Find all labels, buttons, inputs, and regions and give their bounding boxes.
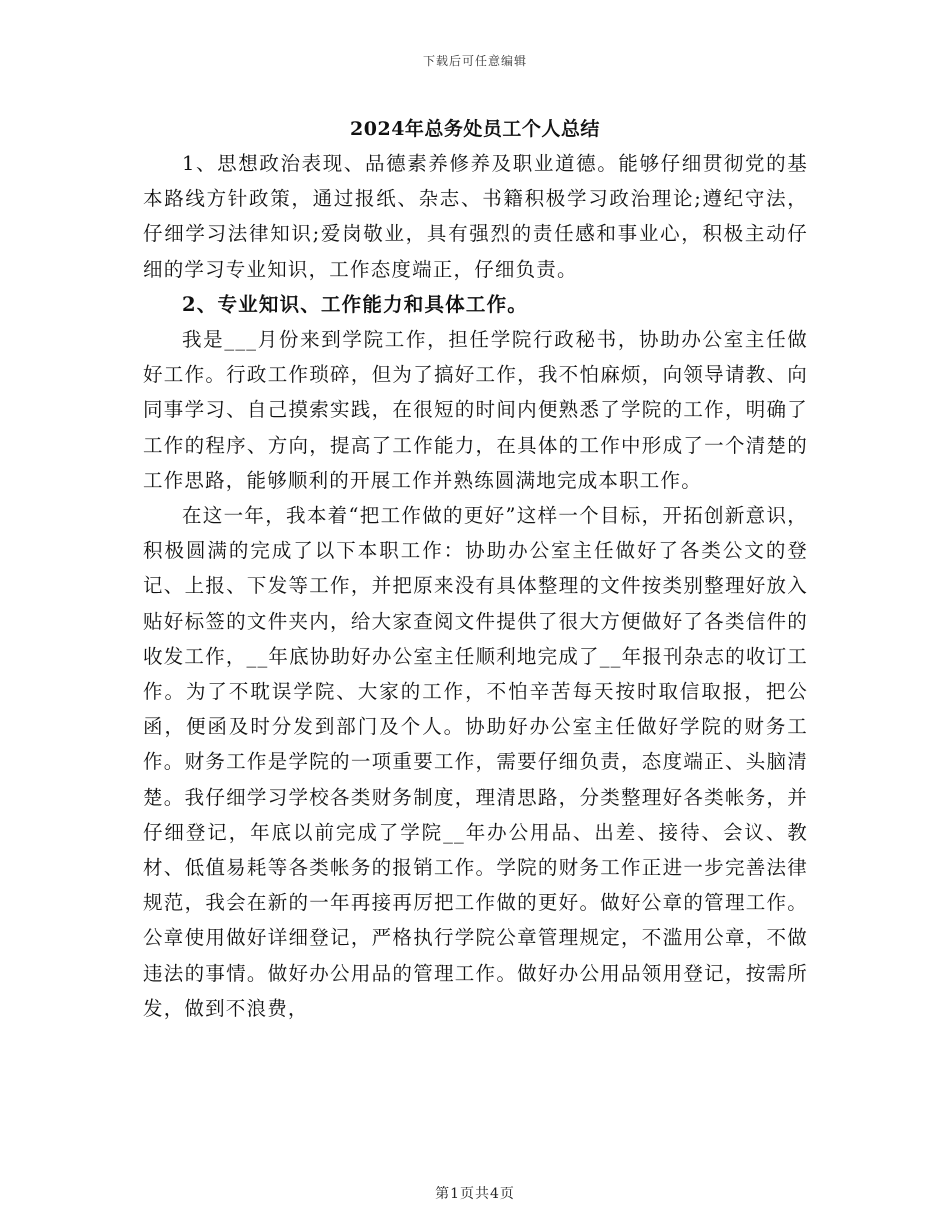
paragraph-ethics: 1、思想政治表现、品德素养修养及职业道德。能够仔细贯彻党的基本路线方针政策，通过报纸、杂志、书籍积极学习政治理论;遵纪守法，仔细学习法律知识;爱岗敬业，具有强烈的责任感和事业心，积极主动仔细的学习专业知识，工作态度端正，仔细负责。 [143,152,808,281]
section-heading-work-ability: 2、专业知识、工作能力和具体工作。 [182,292,528,316]
page-indicator: 第1页共4页 [435,1186,515,1202]
header-download-note: 下载后可任意编辑 [422,54,527,68]
paragraph-joining: 我是___月份来到学院工作，担任学院行政秘书，协助办公室主任做好工作。行政工作琐碎，但为了搞好工作，我不怕麻烦，向领导请教、向同事学习、自己摸索实践，在很短的时间内便熟悉了学院的工作，明确了工作的程序、方向，提高了工作能力，在具体的工作中形成了一个清楚的工作思路，能够顺利的开展工作并熟练圆满地完成本职工作。 [143,328,808,492]
document-title: 2024年总务处员工个人总结 [350,118,600,140]
document-body [143,146,808,1026]
paragraph-duties: 在这一年，我本着“把工作做的更好”这样一个目标，开拓创新意识，积极圆满的完成了以下本职工作：协助办公室主任做好了各类公文的登记、上报、下发等工作，并把原来没有具体整理的文件按类别整理好放入贴好标签的文件夹内，给大家查阅文件提供了很大方便做好了各类信件的收发工作，__年底协助好办公室主任顺利地完成了__年报刊杂志的收订工作。为了不耽误学院、大家的工作，不怕辛苦每天按时取信取报，把公函，便函及时分发到部门及个人。协助好办公室主任做好学院的财务工作。财务工作是学院的一项重要工作，需要仔细负责，态度端正、头脑清楚。我仔细学习学校各类财务制度，理清思路，分类整理好各类帐务，并仔细登记，年底以前完成了学院__年办公用品、出差、接待、会议、教材、低值易耗等各类帐务的报销工作。学院的财务工作正进一步完善法律规范，我会在新的一年再接再厉把工作做的更好。做好公章的管理工作。公章使用做好详细登记，严格执行学院公章管理规定，不滥用公章，不做违法的事情。做好办公用品的管理工作。做好办公用品领用登记，按需所发，做到不浪费， [143,504,808,1020]
